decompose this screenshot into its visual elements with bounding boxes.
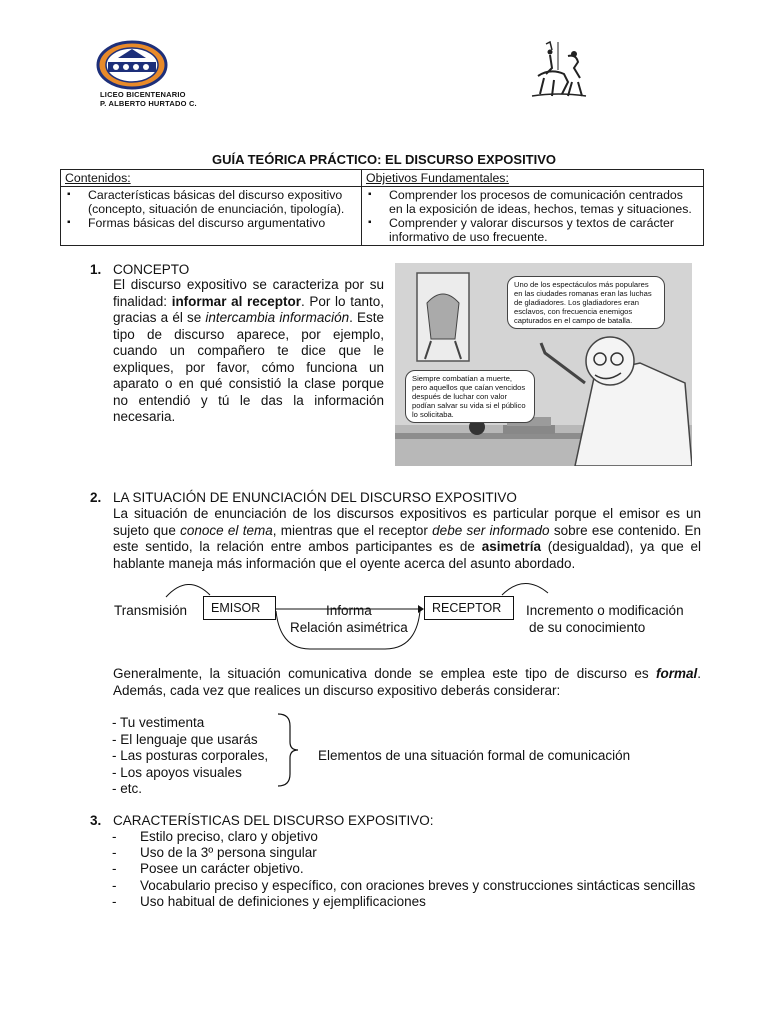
contenido-item: ▪ Características básicas del discurso expositivo (concepto, situación de enunciación, tipología). (65, 188, 357, 216)
contents-objectives-table (60, 169, 704, 246)
objetivos-header: Objetivos Fundamentales: (362, 170, 704, 187)
informa-label: Informa (326, 603, 372, 618)
page-title: GUÍA TEÓRICA PRÁCTICO: EL DISCURSO EXPOSITIVO (211, 152, 557, 167)
teacher-cartoon-image (395, 263, 692, 466)
list-item: - etc. (112, 781, 143, 796)
section2-paragraph2: Generalmente, la situación comunicativa donde se emplea este tipo de discurso es formal. Además, cada vez que realices un discurso expositivo deberás considerar: (113, 666, 701, 698)
list-item: - Tu vestimenta (112, 715, 205, 730)
list-item: - Uso de la 3º persona singular (112, 845, 317, 861)
section1-paragraph: El discurso expositivo se caracteriza por su finalidad: informar al receptor. Por lo tanto, gracias a él se intercambia información. Este tipo de discurso aparece, por ejemplo, cuando un compañero te dice que le expliques, por favor, cómo funciona un aparato o en qué consistió la clase porque no entendió y tú le das la información necesaria. (113, 277, 385, 424)
emisor-box: EMISOR (203, 596, 276, 620)
list-item: - Posee un carácter objetivo. (112, 861, 304, 877)
receptor-box: RECEPTOR (424, 596, 514, 620)
section2-number: 2. (90, 490, 102, 505)
formal-elements-list (112, 715, 268, 798)
relacion-asimetrica-label: Relación asimétrica (290, 620, 408, 635)
incremento-label-line2: de su conocimiento (529, 620, 646, 635)
list-item: - Uso habitual de definiciones y ejemplificaciones (112, 893, 426, 909)
list-item: - Los apoyos visuales (112, 764, 242, 780)
curly-brace-icon (276, 712, 300, 788)
list-item: - El lenguaje que usarás (112, 731, 258, 747)
section1-number: 1. (90, 262, 102, 277)
school-name (100, 90, 197, 108)
list-item: - Vocabulario preciso y específico, con oraciones breves y construcciones sintácticas sencillas (112, 877, 696, 893)
contenidos-header: Contenidos: (61, 170, 362, 187)
cartoon-speech-bubble-bottom: Siempre combatían a muerte, pero aquellos que caían vencidos después de luchar con valor podían salvar su vida si el público lo solicitaba. (405, 370, 535, 423)
characteristics-list (112, 829, 700, 910)
objetivo-item: ▪ Comprender y valorar discursos y textos de carácter informativo de uso frecuente. (366, 216, 699, 244)
section2-paragraph1: La situación de enunciación de los discursos expositivos es particular porque el emisor es un sujeto que conoce el tema, mientras que el receptor debe ser informado sobre ese contenido. En este sentido, la relación entre ambos participantes es de asimetría (desigualdad), ya que el hablante maneja más información que el oyente acerca del asunto abordado. (113, 506, 701, 571)
transmision-label: Transmisión (114, 603, 188, 618)
cartoon-speech-bubble-top: Uno de los espectáculos más populares en las ciudades romanas eran las luchas de gladiadores. Los gladiadores eran esclavos, con frecuencia enemigos capturados en el campo de batalla. (507, 276, 665, 329)
section3-number: 3. (90, 813, 102, 828)
section2-heading: LA SITUACIÓN DE ENUNCIACIÓN DEL DISCURSO EXPOSITIVO (113, 490, 517, 505)
don-quijote-illustration (528, 38, 588, 100)
objetivo-item: ▪ Comprender los procesos de comunicación centrados en la exposición de ideas, hechos, temas y situaciones. (366, 188, 699, 216)
section3-heading: CARACTERÍSTICAS DEL DISCURSO EXPOSITIVO: (113, 813, 434, 828)
school-name-line2: P. ALBERTO HURTADO C. (100, 99, 197, 108)
contenido-item: ▪ Formas básicas del discurso argumentativo (65, 216, 357, 230)
objetivos-cell (362, 187, 704, 246)
brace-label: Elementos de una situación formal de comunicación (318, 748, 631, 763)
section1-heading: CONCEPTO (113, 262, 190, 277)
page-header (0, 0, 768, 130)
school-logo (96, 40, 168, 90)
list-item: - Las posturas corporales, (112, 748, 269, 763)
contenidos-cell (61, 187, 362, 246)
list-item: - Estilo preciso, claro y objetivo (112, 829, 318, 844)
communication-diagram (0, 575, 768, 655)
incremento-label-line1: Incremento o modificación (526, 603, 684, 618)
school-name-line1: LICEO BICENTENARIO (100, 90, 186, 99)
